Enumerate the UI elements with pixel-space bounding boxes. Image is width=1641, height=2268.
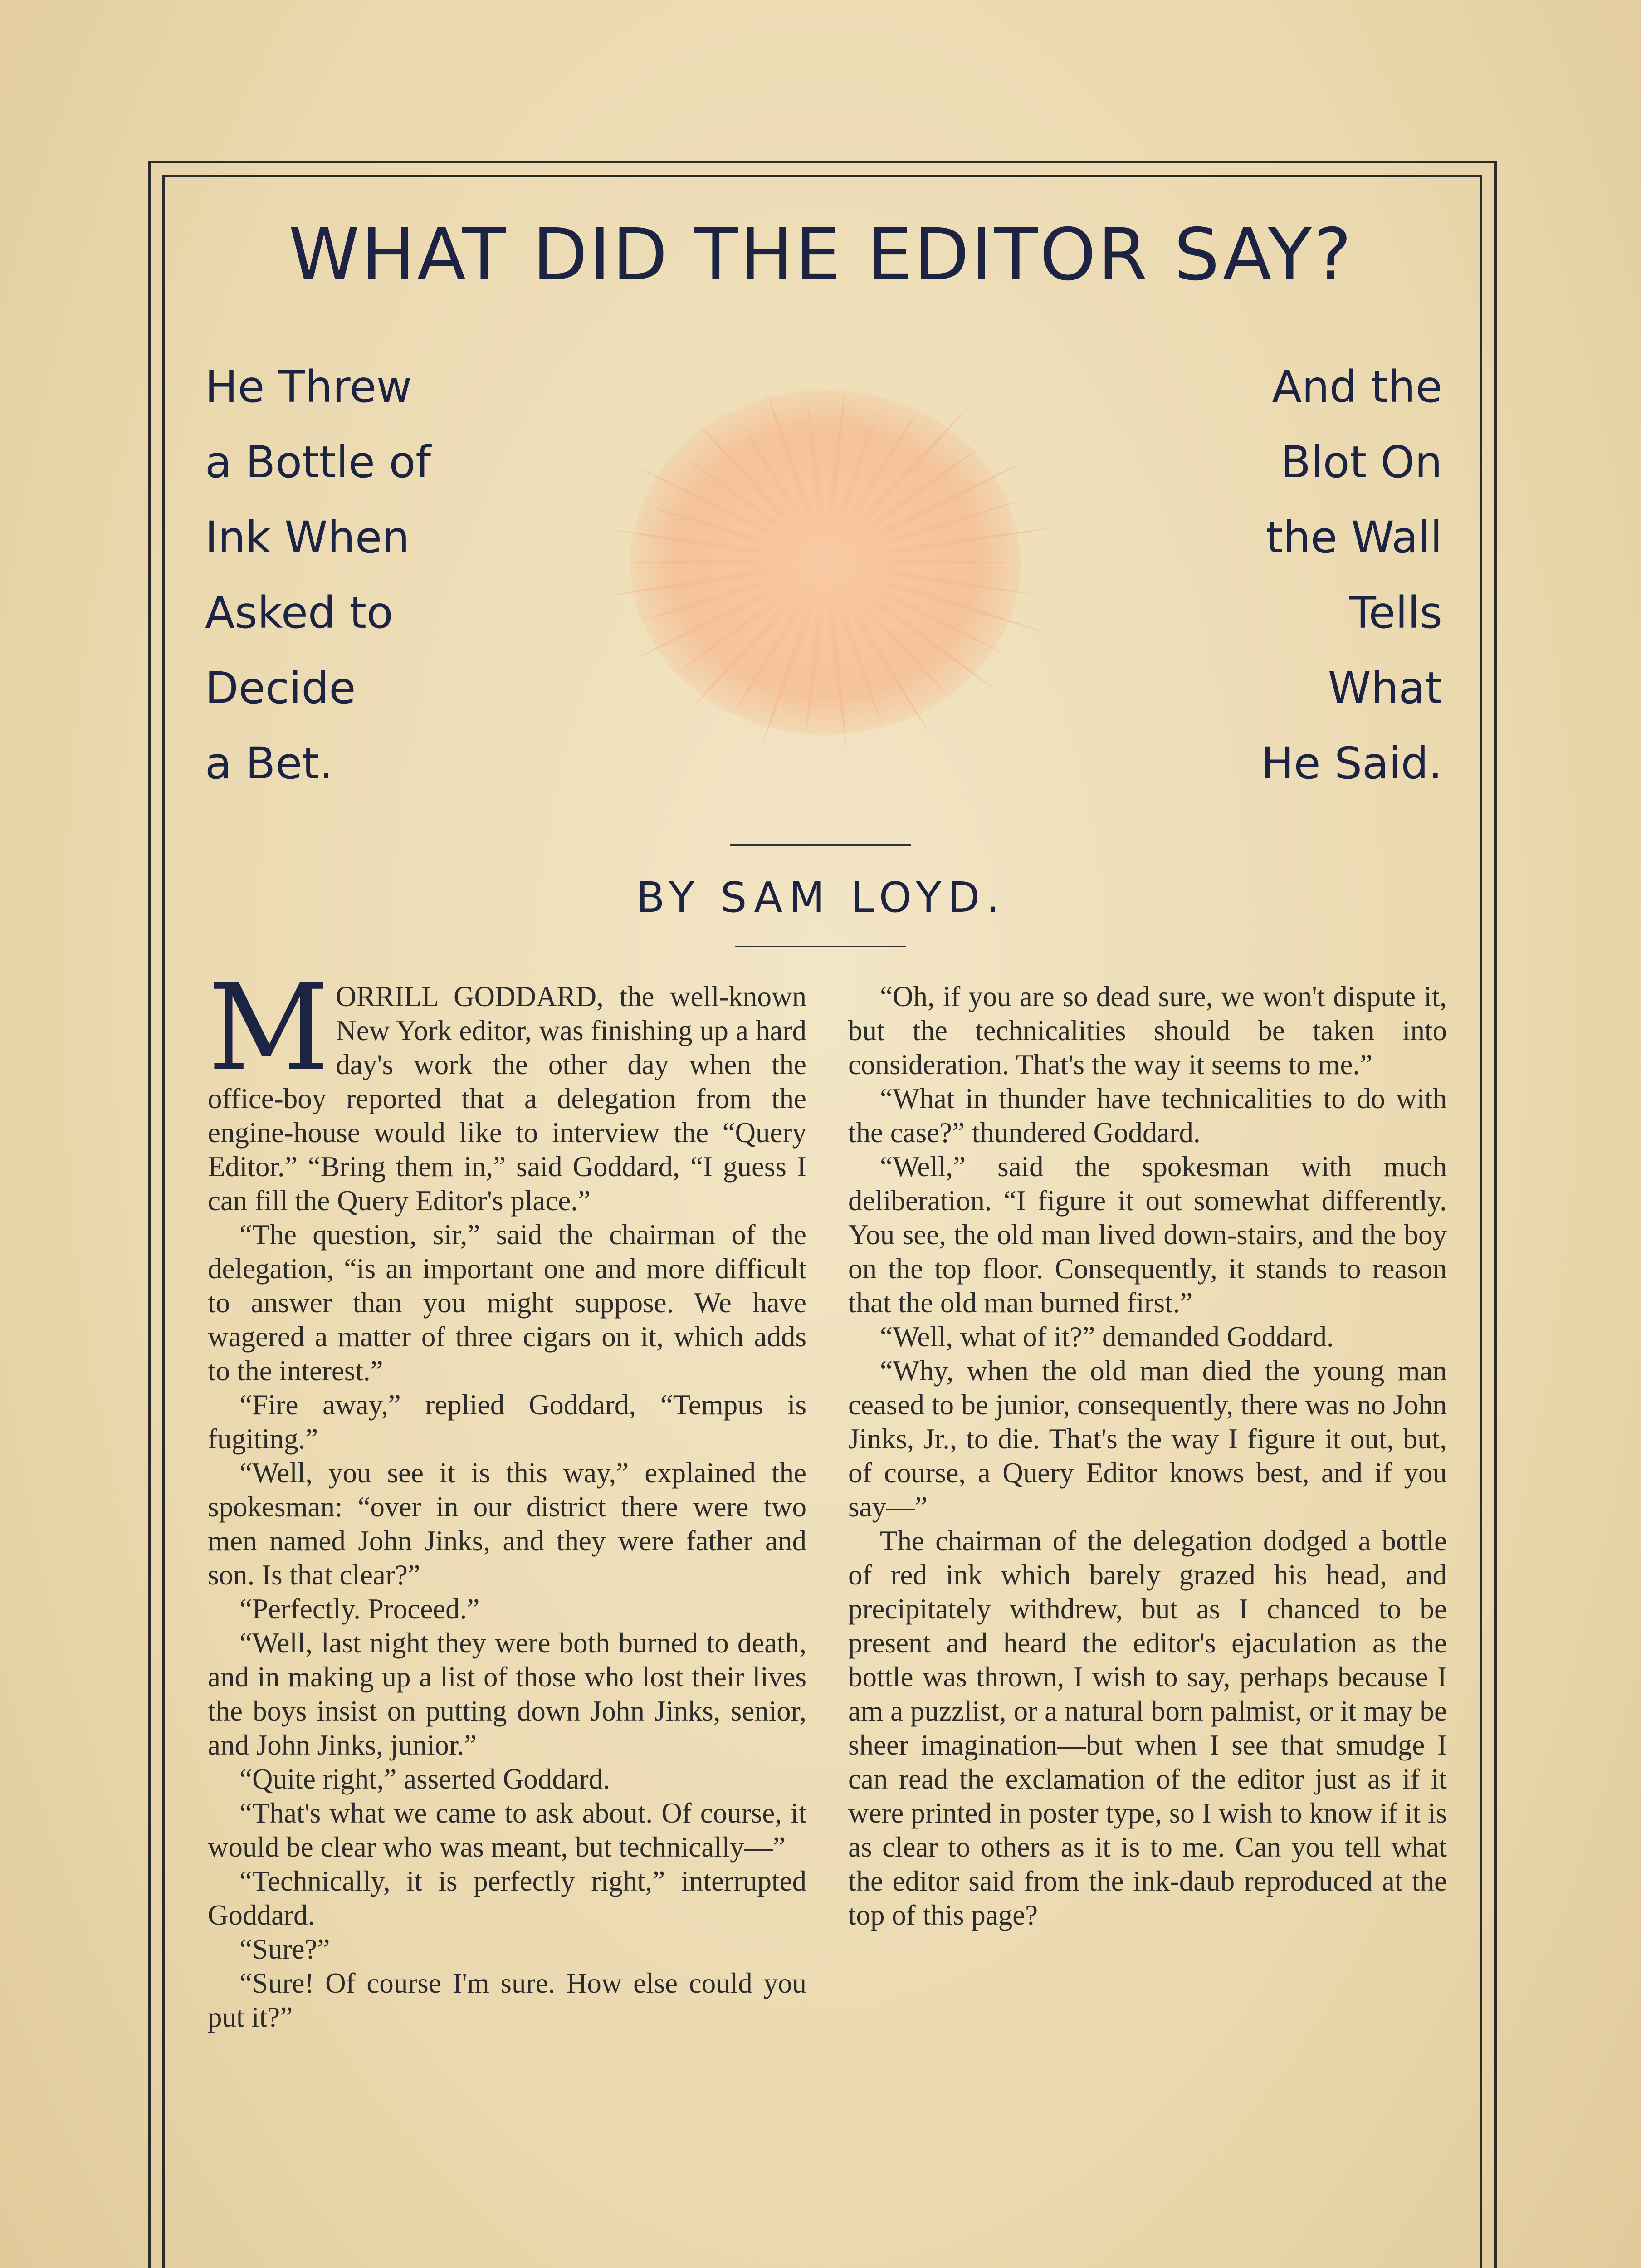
rule-above-byline <box>730 844 911 846</box>
paragraph: The chairman of the delegation dodged a bottle of red ink which barely grazed his head, and precipitately withdrew, but as I chanced to be present and heard the editor's ejaculation as the bottle was thrown, I wish to say, perhaps because I am a puzzlist, or a natural born palmist, or it may be sheer imagination—but when I see that smudge I can read the exclamation of the editor just as if it were printed in poster type, so I wish to know if it is as clear to others as it is to me. Can you tell what the editor said from the ink-daub reproduced at the top of this page? <box>848 1525 1447 1931</box>
article-title: WHAT DID THE EDITOR SAY? <box>288 213 1353 297</box>
ink-blot-image <box>513 308 1138 816</box>
paragraph: “Why, when the old man died the young man ceased to be junior, consequently, there was no John Jinks, Jr., to die. That's the way I figure it out, but, of course, a Query Editor knows best, and if you say—” <box>848 1355 1447 1523</box>
paragraph: “Fire away,” replied Goddard, “Tempus is fugiting.” <box>208 1389 806 1455</box>
right-subtitle-line: He Said. <box>1261 738 1442 789</box>
rule-below-byline <box>735 946 906 947</box>
left-subtitle-line: a Bottle of <box>205 437 431 488</box>
right-subtitle-line: the Wall <box>1265 512 1442 563</box>
paragraph <box>208 959 806 1218</box>
right-subtitle-line: Tells <box>1349 587 1442 638</box>
right-subtitle-line: And the <box>1272 362 1442 412</box>
left-column <box>208 959 806 2034</box>
right-subtitle <box>1125 349 1442 801</box>
paragraph: “What in thunder have technicalities to do with the case?” thundered Goddard. <box>848 1083 1447 1149</box>
left-subtitle-line: Decide <box>205 663 356 714</box>
paragraph: “That's what we came to ask about. Of course, it would be clear who was meant, but technically—” <box>208 1797 806 1863</box>
paragraph-text: ORRILL GODDARD, the well-known New York editor, was finishing up a hard day's work the other day when the office-boy reported that a delegation from the engine-house would like to interview the “Query Editor.” “Bring them in,” said Goddard, “I guess I can fill the Query Editor's place.” <box>208 981 806 1217</box>
left-subtitle-line: Asked to <box>205 587 393 638</box>
paragraph: “Quite right,” asserted Goddard. <box>239 1763 610 1795</box>
paragraph: “Well, last night they were both burned to death, and in making up a list of those who lost their lives the boys insist on putting down John Jinks, senior, and John Jinks, junior.” <box>208 1627 806 1761</box>
right-column <box>848 980 1447 1932</box>
paragraph: “Perfectly. Proceed.” <box>239 1593 480 1625</box>
left-subtitle-line: Ink When <box>205 512 410 563</box>
drop-cap: M <box>208 959 330 1097</box>
paragraph: “Sure! Of course I'm sure. How else could you put it?” <box>208 1967 806 2033</box>
paragraph: “Oh, if you are so dead sure, we won't dispute it, but the technicalities should be taken into consideration. That's the way it seems to me.” <box>848 981 1447 1080</box>
paragraph: “The question, sir,” said the chairman of the delegation, “is an important one and more difficult to answer than you might suppose. We have wagered a matter of three cigars on it, which adds to the interest.” <box>208 1219 806 1387</box>
right-subtitle-line: Blot On <box>1281 437 1442 488</box>
left-subtitle-line: He Threw <box>205 362 412 412</box>
paragraph: “Well,” said the spokesman with much deliberation. “I figure it out somewhat differently. You see, the old man lived down-stairs, and the boy on the top floor. Consequently, it stands to reason that the old man burned first.” <box>848 1151 1447 1319</box>
right-subtitle-line: What <box>1328 663 1442 714</box>
paragraph: “Technically, it is perfectly right,” interrupted Goddard. <box>208 1865 806 1931</box>
left-subtitle-line: a Bet. <box>205 738 333 789</box>
paragraph: “Well, you see it is this way,” explained the spokesman: “over in our district there were two men named John Jinks, and they were father and son. Is that clear?” <box>208 1457 806 1591</box>
paragraph: “Well, what of it?” demanded Goddard. <box>880 1321 1334 1353</box>
left-subtitle <box>205 349 523 801</box>
paragraph: “Sure?” <box>239 1933 330 1965</box>
byline: BY SAM LOYD. <box>636 873 1006 922</box>
